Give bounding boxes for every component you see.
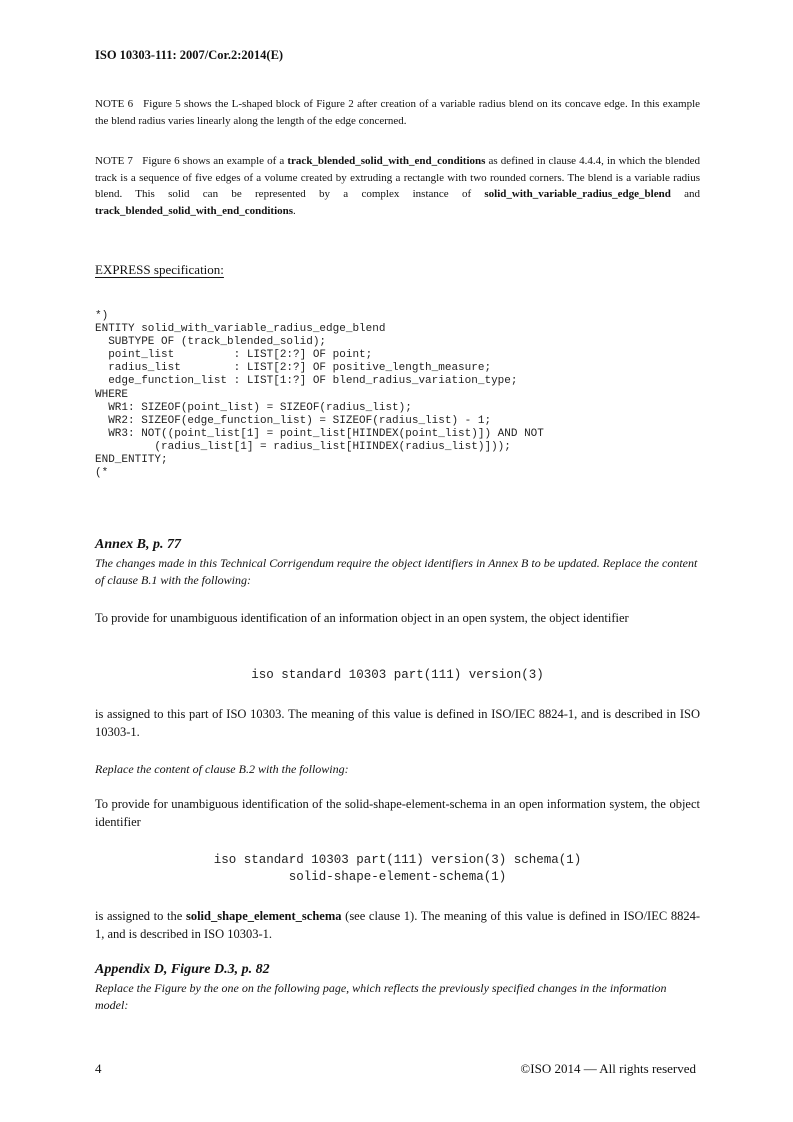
copyright-notice: ©ISO 2014 — All rights reserved [520,1061,696,1076]
appendix-d-instruction: Replace the Figure by the one on the following page, which reflects the previously specified changes in the information model: [95,981,667,1012]
note-7-text-a: Figure 6 shows an example of a [142,155,288,167]
object-identifier-2-line-1: iso standard 10303 part(111) version(3) schema(1) [213,853,582,867]
annex-b-para-1: To provide for unambiguous identification of an information object in an open system, the object identifier [95,611,629,625]
note-7-bold-a: track_blended_solid_with_end_conditions [287,155,486,167]
note-7-bold-c: track_blended_solid_with_end_conditions [95,204,294,217]
note-7-bold-b: solid_with_variable_radius_edge_blend [484,188,671,200]
clause-b2-instruction: Replace the content of clause B.2 with the following: [95,762,349,776]
appendix-d-title: Appendix D, Figure D.3, p. 82 [95,962,270,977]
annex-b-intro: The changes made in this Technical Corrigendum require the object identifiers in Annex B to be updated. Replace the content of clause B.1 with the following: [95,556,698,587]
annex-b-para-4-text-a: is assigned to the [95,909,186,923]
annex-b-title: Annex B, p. 77 [95,537,181,552]
annex-b-para-3: To provide for unambiguous identification of the solid-shape-element-schema in an open information system, the object identifier [95,797,700,829]
page-number: 4 [95,1061,102,1076]
schema-name: solid_shape_element_schema [185,909,342,923]
note-6-text: Figure 5 shows the L-shaped block of Figure 2 after creation of a variable radius blend on its concave edge. In this example the blend radius varies linearly along the length of the edge concerned. [95,98,701,127]
annex-b-para-4 [95,907,700,943]
object-identifier-1: iso standard 10303 part(111) version(3) [251,668,544,682]
annex-b-para-4-text-b: (see clause 1). The meaning of this value is defined in ISO/IEC 8824-1, and is described in ISO 10303-1. [95,909,700,941]
note-7 [95,153,700,219]
object-identifier-2-line-2: solid-shape-element-schema(1) [288,870,507,884]
document-header: ISO 10303-111: 2007/Cor.2:2014(E) [95,48,284,62]
annex-b-para-2: is assigned to this part of ISO 10303. The meaning of this value is defined in ISO/IEC 8824-1, and is described in ISO 10303-1. [95,707,700,739]
note-7-label: NOTE 7 [95,155,133,167]
note-7-text-c: and [670,188,700,200]
express-heading: EXPRESS specification: [95,262,224,277]
note-7-text-b: as defined in clause 4.4.4, in which the blended track is a sequence of five edges of a volume created by extruding a rectangle with two rounded corners. The blend is a variable radius blend. This solid can be represented by a complex instance of [95,155,701,200]
object-identifier-2 [95,852,700,886]
note-6-label: NOTE 6 [95,98,134,110]
express-code-block: *) ENTITY solid_with_variable_radius_edge_blend SUBTYPE OF (track_blended_solid); point_list : LIST[2:?] OF point; radius_list : LIST[2:?] OF positive_length_measure; edge_function_list : LIST[1:?] OF blend_radius_variation_type; WHERE WR1: SIZEOF(point_list) = SIZEOF(radius_list); WR2: SIZEOF(edge_function_list) = SIZEOF(radius_list) - 1; WR3: NOT((point_list[1] = point_list[HIINDEX(point_list)]) AND NOT (radius_list[1] = radius_list[HIINDEX(radius_list)])); END_ENTITY; (* [95,310,544,480]
note-7-text-d: . [293,204,296,217]
note-6 [95,96,700,129]
